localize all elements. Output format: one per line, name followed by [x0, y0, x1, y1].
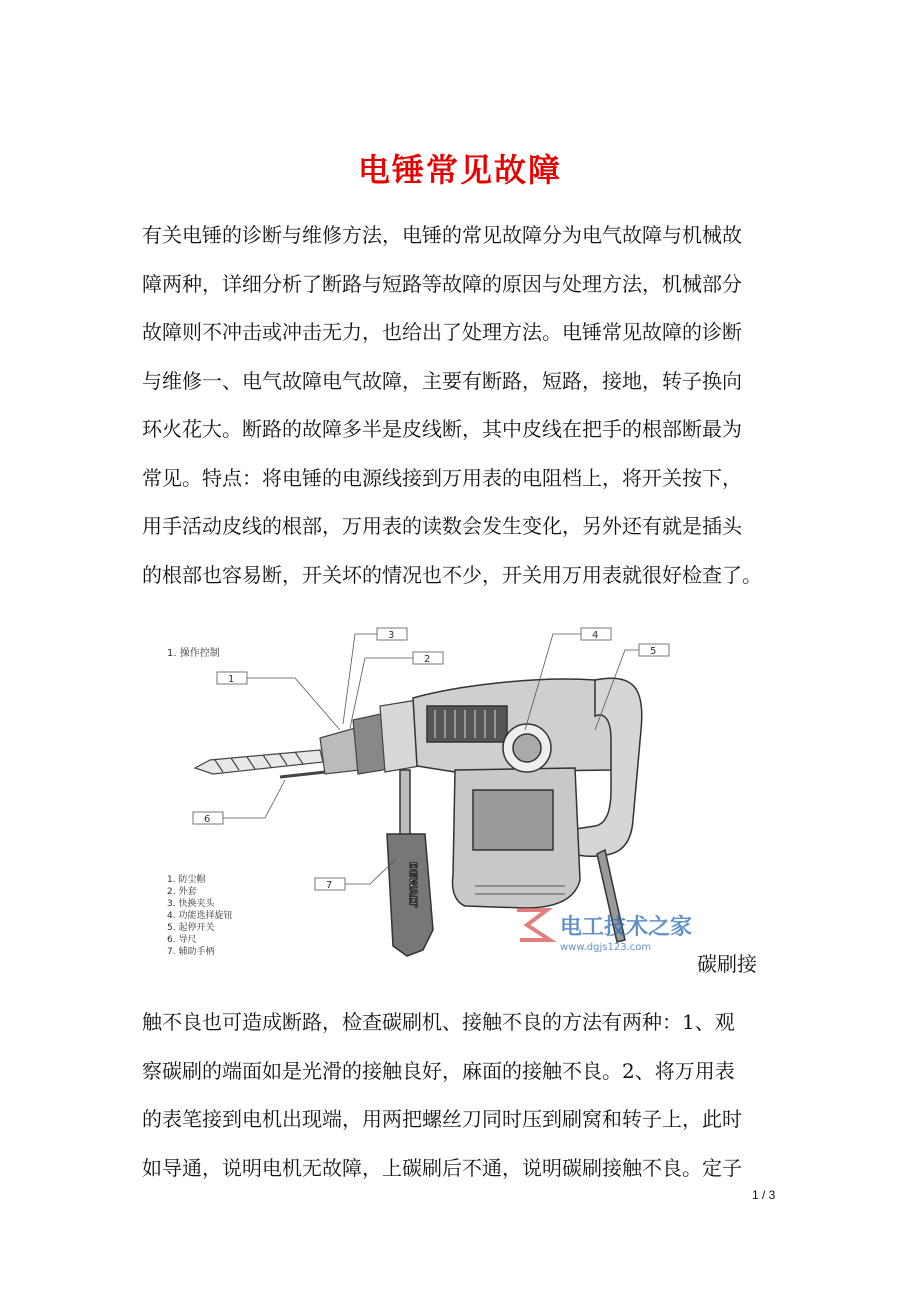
text-line: 有关电锤的诊断与维修方法，电锤的常见故障分为电气故障与机械故: [142, 223, 742, 247]
page-number: 1 / 3: [752, 1188, 776, 1202]
callout-4: 4: [592, 630, 599, 641]
diagram-svg: [155, 620, 695, 970]
text-line: 障两种，详细分析了断路与短路等故障的原因与处理方法，机械部分: [142, 271, 742, 296]
diagram-legend: [167, 873, 232, 957]
hammer-drill-diagram: [155, 620, 695, 970]
paragraph-intro: [142, 211, 782, 599]
legend-item: 5. 起停开关: [167, 923, 215, 933]
text-line: 故障则不冲击或冲击无力，也给出了处理方法。电锤常见故障的诊断: [142, 320, 742, 344]
text-line: 环火花大。断路的故障多半是皮线断，其中皮线在把手的根部断最为: [142, 417, 742, 441]
drill-body: [413, 678, 642, 942]
handle-brand: DEWALT: [407, 862, 418, 907]
legend-item: 6. 导尺: [167, 935, 197, 945]
text-line: 触不良也可造成断路，检查碳刷机、接触不良的方法有两种：1、观: [142, 1010, 735, 1034]
text-line: 用手活动皮线的根部，万用表的读数会发生变化，另外还有就是插头: [142, 514, 742, 538]
side-handle: [387, 770, 433, 956]
drill-bit: [195, 750, 323, 774]
callout-2: 2: [424, 654, 431, 665]
callout-1: 1: [228, 674, 235, 685]
legend-item: 1. 防尘帽: [167, 875, 206, 885]
watermark-url: www.dgjs123.com: [560, 942, 652, 953]
legend-item: 4. 功能选择旋钮: [167, 911, 233, 921]
callout-7: 7: [326, 880, 333, 891]
callout-3: 3: [388, 630, 395, 641]
callout-6: 6: [204, 814, 211, 825]
watermark: [517, 910, 692, 953]
page-title: 电锤常见故障: [357, 151, 562, 189]
watermark-logo-icon: [517, 910, 550, 940]
legend-item: 2. 外套: [167, 887, 197, 897]
diagram-heading: 1. 操作控制: [167, 648, 220, 659]
callout-5: 5: [650, 646, 657, 657]
text-line: 常见。特点：将电锤的电源线接到万用表的电阻档上，将开关按下，: [142, 465, 742, 490]
text-line: 如导通，说明电机无故障，上碳刷后不通，说明碳刷接触不良。定子: [142, 1155, 742, 1180]
text-line: 与维修一、电气故障电气故障，主要有断路，短路，接地，转子换向: [142, 368, 742, 393]
text-line: 的表笔接到电机出现端，用两把螺丝刀同时压到刷窝和转子上，此时: [142, 1107, 742, 1131]
text-line: 的根部也容易断，开关坏的情况也不少，开关用万用表就很好检查了。: [142, 562, 762, 587]
chuck: [320, 700, 420, 774]
legend-item: 7. 辅助手柄: [167, 947, 215, 957]
legend-item: 3. 快换夹头: [167, 899, 215, 909]
watermark-title: 电工技术之家: [560, 915, 693, 940]
text-line: 察碳刷的端面如是光滑的接触良好，麻面的接触不良。2、将万用表: [142, 1058, 735, 1083]
caption-tail: 碳刷接: [697, 952, 757, 976]
paragraph-carbon-brush: [142, 998, 782, 1192]
